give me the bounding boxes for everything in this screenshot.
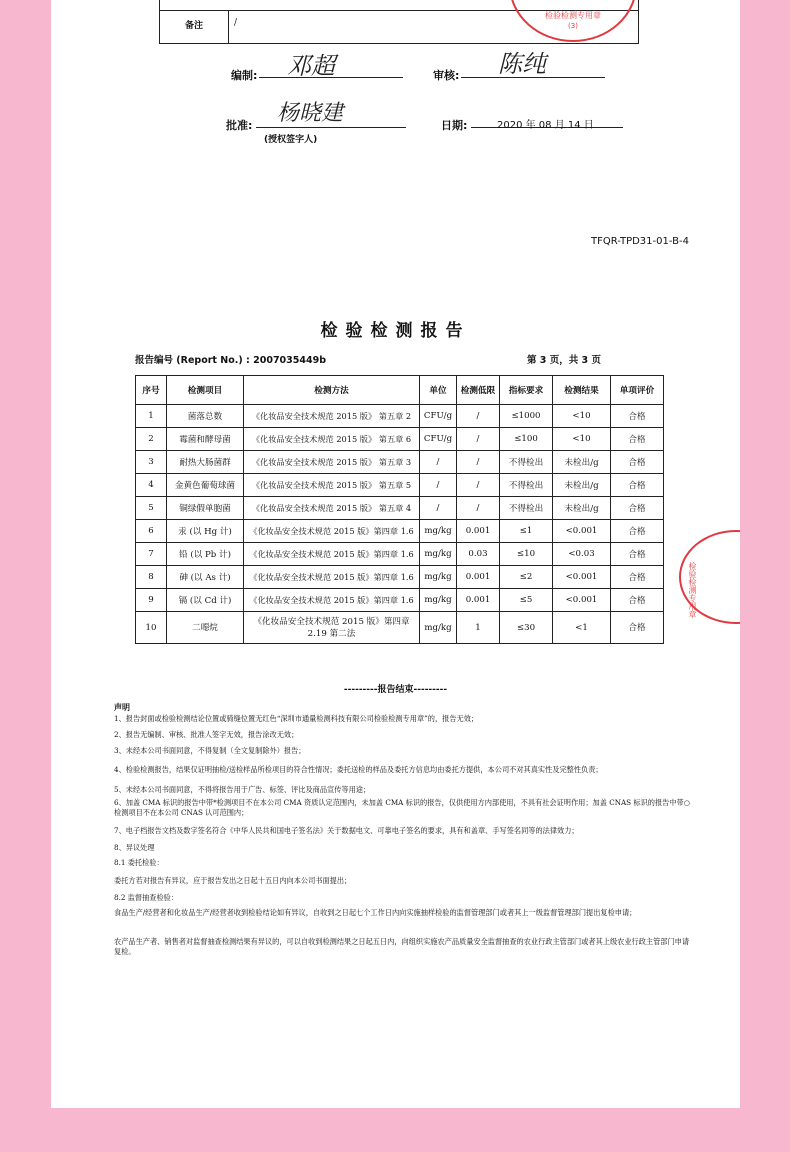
- table-cell: 《化妆品安全技术规范 2015 版》 第五章 5: [244, 474, 420, 497]
- table-cell: 8: [136, 566, 167, 589]
- table-header-row: [136, 376, 664, 405]
- table-cell: 不得检出: [500, 474, 553, 497]
- table-cell: 7: [136, 543, 167, 566]
- declaration-item: 8.1 委托检验：: [114, 858, 164, 867]
- declaration-item: 3、未经本公司书面同意，不得复制（全文复制除外）报告；: [114, 746, 306, 755]
- table-cell: 《化妆品安全技术规范 2015 版》 第五章 4: [244, 497, 420, 520]
- table-cell: 铅 (以 Pb 计): [167, 543, 244, 566]
- declaration-item: 1、报告封面或检验检测结论位置或骑缝位置无红色“深圳市通量检测科技有限公司检验检测专用章”的，报告无效；: [114, 714, 479, 723]
- table-cell: 汞 (以 Hg 计): [167, 520, 244, 543]
- inspection-stamp-side: [679, 530, 740, 624]
- column-header: 检测方法: [244, 376, 420, 405]
- table-row: [136, 589, 664, 612]
- table-cell: 《化妆品安全技术规范 2015 版》第四章 1.6: [244, 566, 420, 589]
- column-header: 检测项目: [167, 376, 244, 405]
- report-number: 报告编号 (Report No.) : 2007035449b: [135, 355, 327, 366]
- table-cell: 金黄色葡萄球菌: [167, 474, 244, 497]
- table-cell: 5: [136, 497, 167, 520]
- table-row: [136, 543, 664, 566]
- document-page: [51, 0, 740, 1108]
- table-cell: 4: [136, 474, 167, 497]
- stamp-text: 检验检测专用章: [545, 11, 601, 20]
- table-cell: 9: [136, 589, 167, 612]
- approver-note: (授权签字人): [264, 135, 318, 145]
- table-cell: 合格: [611, 589, 664, 612]
- table-cell: 镉 (以 Cd 计): [167, 589, 244, 612]
- declaration-item: 5、未经本公司书面同意，不得将报告用于广告、标签、评比及商品宣传等用途；: [114, 785, 371, 794]
- approver-signature: 杨晓建: [277, 101, 344, 126]
- table-cell: 合格: [611, 428, 664, 451]
- table-cell: 0.001: [457, 589, 500, 612]
- table-cell: 合格: [611, 612, 664, 644]
- table-cell: 菌落总数: [167, 405, 244, 428]
- table-cell: /: [420, 497, 457, 520]
- table-cell: ≤100: [500, 428, 553, 451]
- column-header: 序号: [136, 376, 167, 405]
- table-cell: 合格: [611, 543, 664, 566]
- table-cell: mg/kg: [420, 543, 457, 566]
- table-cell: 二噁烷: [167, 612, 244, 644]
- table-cell: 0.001: [457, 566, 500, 589]
- table-cell: 0.001: [457, 520, 500, 543]
- table-row: [136, 474, 664, 497]
- table-cell: ≤1000: [500, 405, 553, 428]
- column-header: 检测结果: [553, 376, 611, 405]
- table-cell: 2: [136, 428, 167, 451]
- table-cell: 合格: [611, 451, 664, 474]
- table-cell: /: [457, 405, 500, 428]
- table-cell: 合格: [611, 497, 664, 520]
- table-cell: <0.001: [553, 589, 611, 612]
- table-cell: <0.001: [553, 566, 611, 589]
- table-cell: ≤2: [500, 566, 553, 589]
- date-value: 2020 年 08 月 14 日: [497, 120, 594, 131]
- table-cell: /: [457, 428, 500, 451]
- declaration-item: 食品生产/经营者和化妆品生产/经营者收到检验结论如有异议，自收到之日起七个工作日内向实施抽样检验的监督管理部门或者其上一级监督管理部门提出复检申请；: [114, 908, 637, 917]
- table-cell: <1: [553, 612, 611, 644]
- table-cell: CFU/g: [420, 405, 457, 428]
- table-cell: 合格: [611, 405, 664, 428]
- table-cell: /: [457, 451, 500, 474]
- table-row: [136, 566, 664, 589]
- side-stamp-text: 检验检测专用章: [688, 562, 697, 618]
- stamp-number: (3): [568, 22, 578, 30]
- table-row: [136, 428, 664, 451]
- page-indicator: 第 3 页，共 3 页: [527, 355, 601, 366]
- table-cell: 《化妆品安全技术规范 2015 版》 第五章 3: [244, 451, 420, 474]
- table-cell: <10: [553, 428, 611, 451]
- table-cell: 耐热大肠菌群: [167, 451, 244, 474]
- table-cell: 合格: [611, 566, 664, 589]
- table-cell: ≤30: [500, 612, 553, 644]
- table-cell: 铜绿假单胞菌: [167, 497, 244, 520]
- declaration-item: 6、加盖 CMA 标识的报告中带*检测项目不在本公司 CMA 资质认定范围内，未加盖 CMA 标识的报告，仅供使用方内部使用，不具有社会证明作用；加盖 CNAS 标识的报告中带○检测项目不在本公司 CNAS 认可范围内；: [114, 798, 690, 817]
- reviewer-label: 审核:: [433, 69, 460, 82]
- table-cell: 砷 (以 As 计): [167, 566, 244, 589]
- remark-label: 备注: [184, 21, 203, 31]
- table-cell: ≤10: [500, 543, 553, 566]
- table-cell: 未检出/g: [553, 497, 611, 520]
- column-header: 指标要求: [500, 376, 553, 405]
- declaration-item: 8、异议处理: [114, 843, 155, 852]
- date-label: 日期:: [441, 119, 468, 132]
- table-cell: /: [457, 497, 500, 520]
- table-cell: 《化妆品安全技术规范 2015 版》第四章 1.6: [244, 543, 420, 566]
- table-cell: 1: [136, 405, 167, 428]
- column-header: 检测低限: [457, 376, 500, 405]
- table-cell: /: [420, 451, 457, 474]
- table-cell: 霉菌和酵母菌: [167, 428, 244, 451]
- table-cell: mg/kg: [420, 520, 457, 543]
- table-cell: 《化妆品安全技术规范 2015 版》 第五章 2: [244, 405, 420, 428]
- table-cell: <10: [553, 405, 611, 428]
- table-cell: 1: [457, 612, 500, 644]
- table-cell: /: [420, 474, 457, 497]
- table-cell: 《化妆品安全技术规范 2015 版》 第五章 6: [244, 428, 420, 451]
- table-cell: 未检出/g: [553, 474, 611, 497]
- table-row: [136, 520, 664, 543]
- table-cell: mg/kg: [420, 566, 457, 589]
- declaration-item: 4、检验检测报告，结果仅证明抽检/送检样品所检项目的符合性情况；委托送检的样品及委托方信息均由委托方提供，本公司不对其真实性及完整性负责；: [114, 765, 603, 774]
- declaration-heading: 声明: [114, 703, 130, 712]
- table-cell: 合格: [611, 474, 664, 497]
- column-header: 单项评价: [611, 376, 664, 405]
- declaration-item: 委托方若对报告有异议，应于报告发出之日起十五日内向本公司书面提出；: [114, 876, 352, 885]
- table-cell: 3: [136, 451, 167, 474]
- table-cell: 不得检出: [500, 451, 553, 474]
- table-cell: 未检出/g: [553, 451, 611, 474]
- table-cell: 合格: [611, 520, 664, 543]
- table-cell: 《化妆品安全技术规范 2015 版》第四章 1.6: [244, 520, 420, 543]
- table-cell: 不得检出: [500, 497, 553, 520]
- table-cell: <0.03: [553, 543, 611, 566]
- editor-signature: 邓超: [287, 52, 335, 80]
- declaration-item: 8.2 监督抽查检验：: [114, 893, 179, 902]
- table-cell: 《化妆品安全技术规范 2015 版》第四章 1.6: [244, 589, 420, 612]
- form-code: TFQR-TPD31-01-B-4: [591, 236, 689, 247]
- table-cell: mg/kg: [420, 589, 457, 612]
- table-cell: ≤5: [500, 589, 553, 612]
- declaration-item: 7、电子档报告文档及数字签名符合《中华人民共和国电子签名法》关于数据电文、可靠电子签名的要求，具有和盖章、手写签名同等的法律效力；: [114, 826, 579, 835]
- table-cell: 《化妆品安全技术规范 2015 版》第四章 2.19 第二法: [244, 612, 420, 644]
- report-end: ---------报告结束---------: [343, 685, 448, 695]
- report-title: 检验检测报告: [320, 321, 471, 341]
- table-cell: mg/kg: [420, 612, 457, 644]
- table-cell: 6: [136, 520, 167, 543]
- table-cell: 0.03: [457, 543, 500, 566]
- results-table: [135, 375, 664, 644]
- table-cell: /: [457, 474, 500, 497]
- table-row: [136, 612, 664, 644]
- table-row: [136, 405, 664, 428]
- column-header: 单位: [420, 376, 457, 405]
- declaration-item: 2、报告无编制、审核、批准人签字无效，报告涂改无效；: [114, 730, 299, 739]
- table-cell: ≤1: [500, 520, 553, 543]
- table-row: [136, 451, 664, 474]
- table-cell: <0.001: [553, 520, 611, 543]
- approver-label: 批准:: [226, 119, 253, 132]
- editor-label: 编制:: [231, 69, 258, 82]
- remark-value: /: [234, 18, 238, 28]
- reviewer-signature: 陈纯: [498, 50, 546, 78]
- table-cell: 10: [136, 612, 167, 644]
- table-cell: CFU/g: [420, 428, 457, 451]
- table-row: [136, 497, 664, 520]
- declaration-item: 农产品生产者、销售者对监督抽查检测结果有异议的，可以自收到检测结果之日起五日内，向组织实施农产品质量安全监督抽查的农业行政主管部门或者其上级农业行政主管部门申请复检。: [114, 937, 690, 956]
